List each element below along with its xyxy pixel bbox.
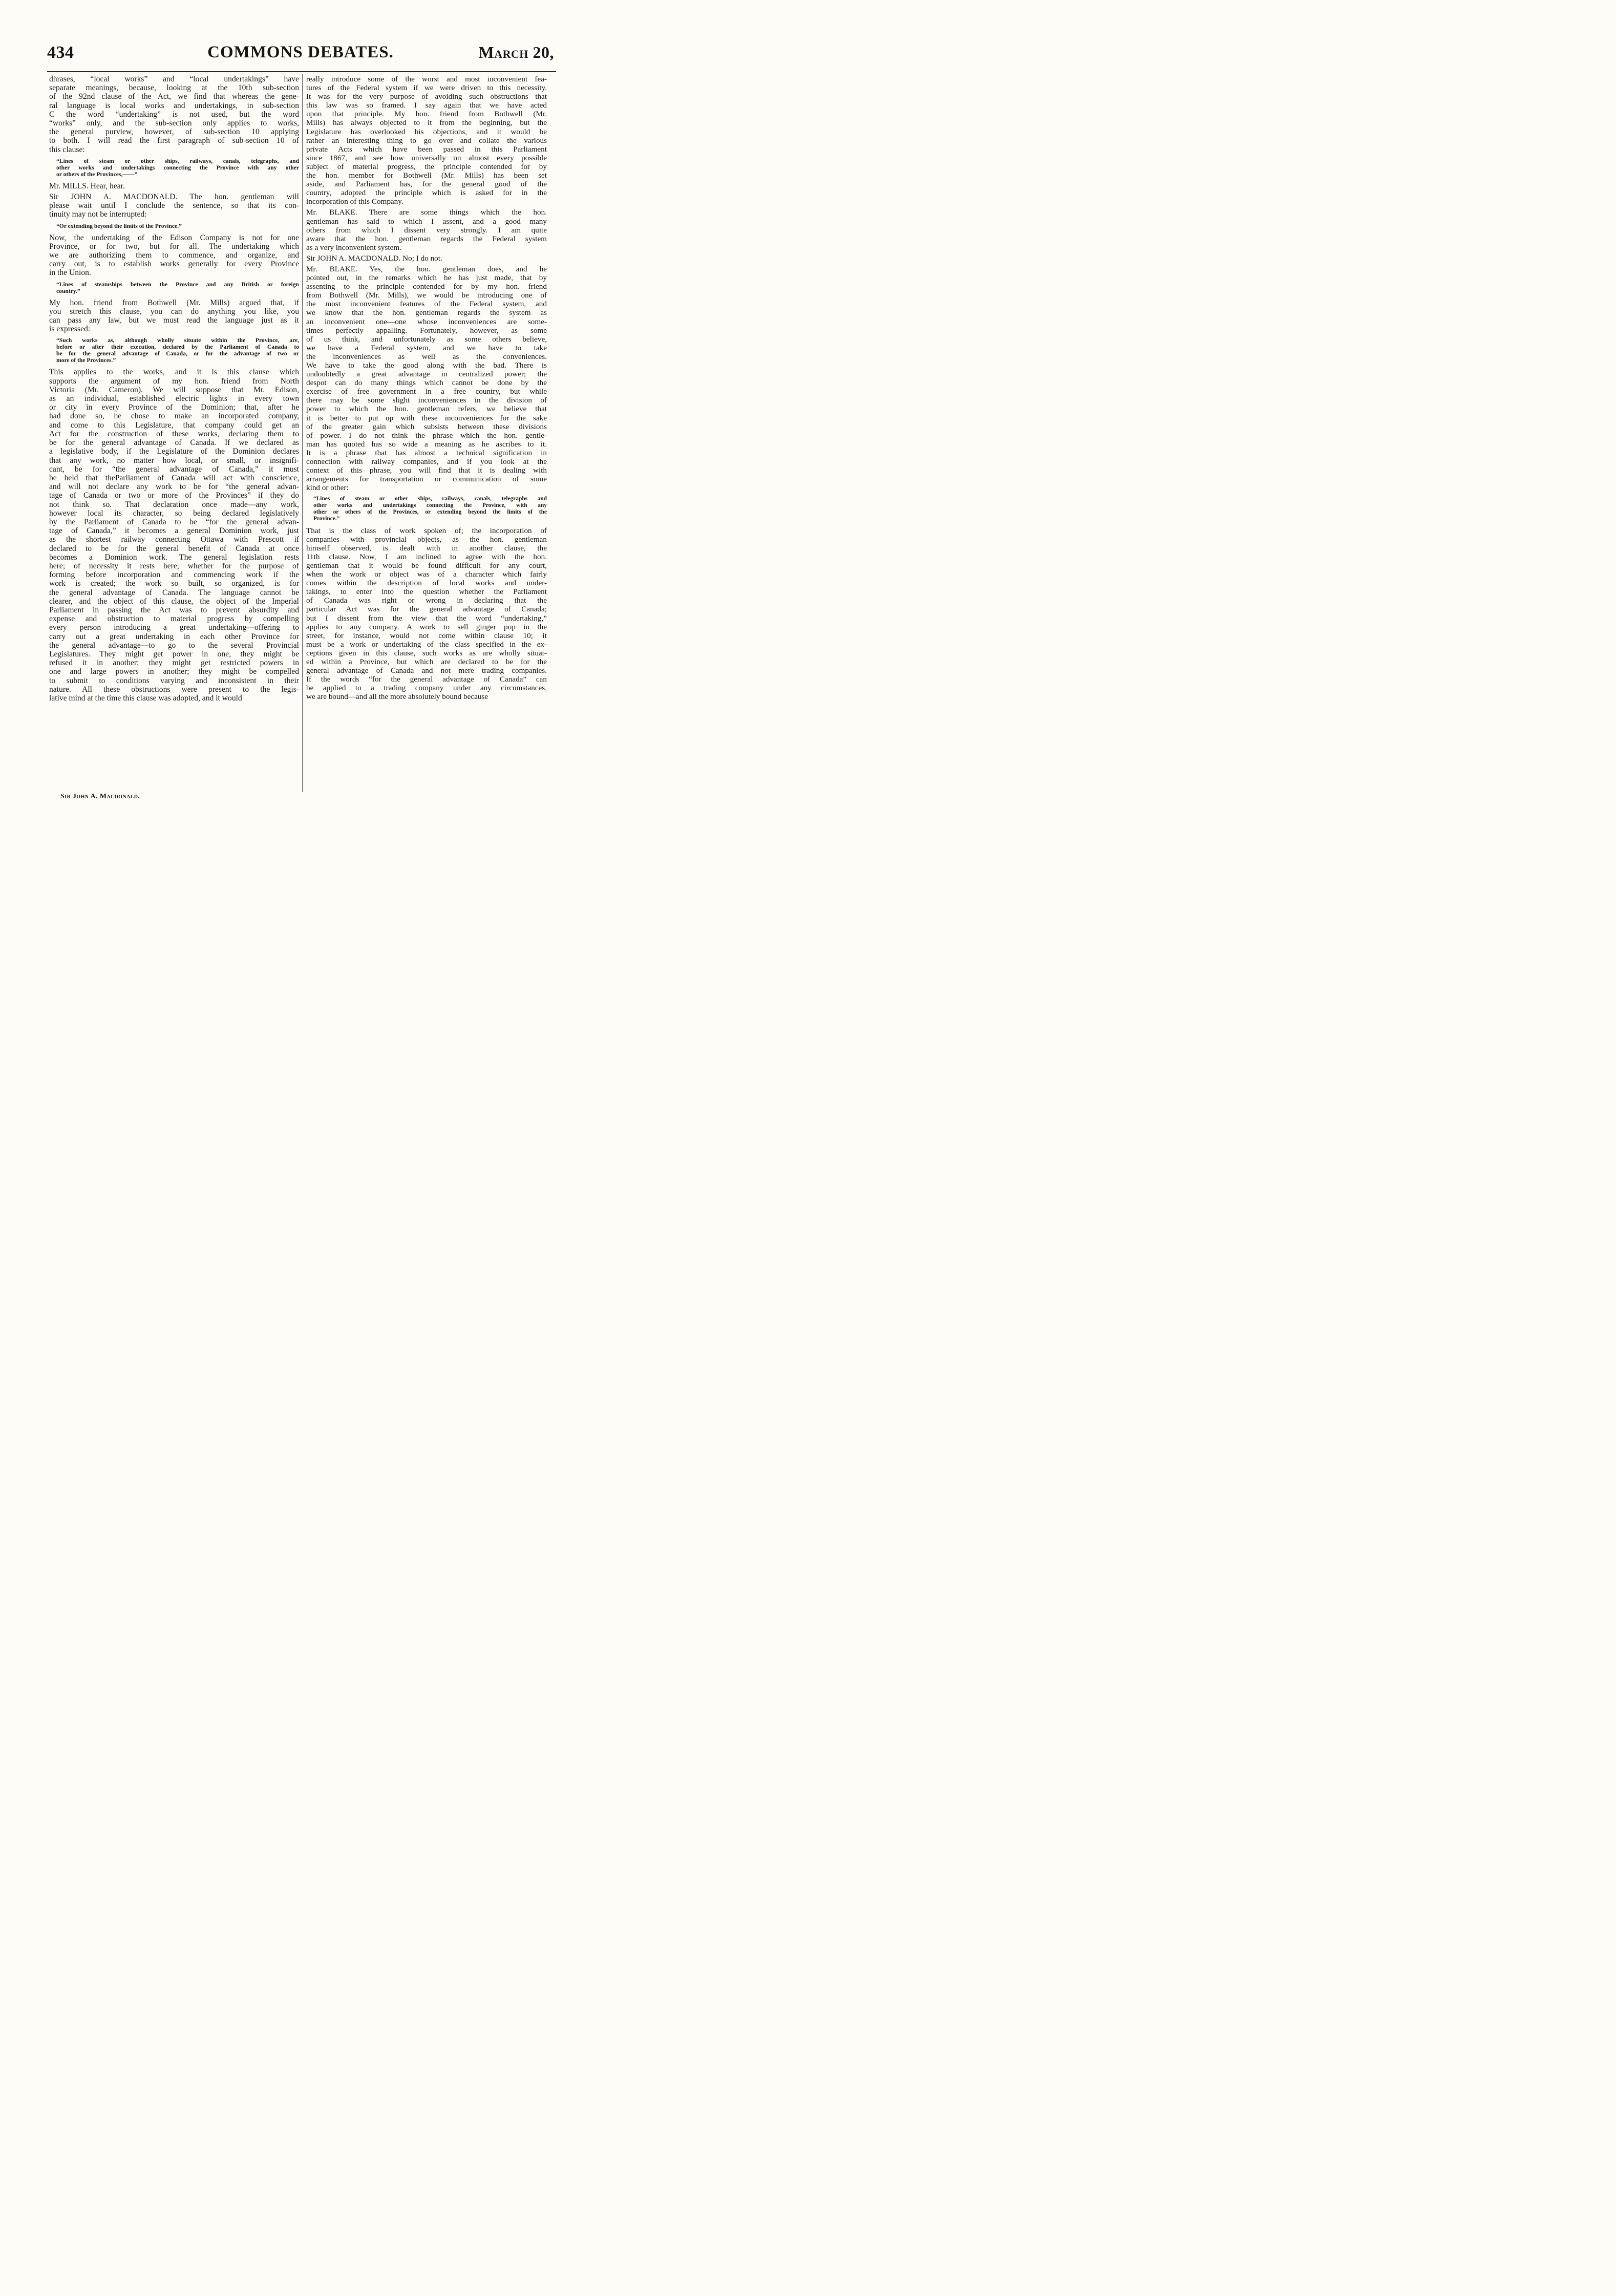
text-line: “Or extending beyond the limits of the Province.” [56, 222, 182, 229]
text-line: power to which the hon. gentleman refers, we believe that [306, 405, 547, 414]
text-line: kind or other: [306, 483, 349, 493]
text-line: tage of Canada or two or more of the Provinces” if they do [49, 491, 299, 500]
text-line: the general purview, however, of sub-section 10 applying [49, 127, 299, 137]
text-line: carry out, is to establish works generally for every Province [49, 260, 299, 269]
document-page [0, 0, 564, 811]
text-line: other or others of the Provinces, or extending beyond the limits of the [313, 509, 547, 515]
text-line: tinuity may not be interrupted: [49, 210, 147, 219]
text-line: country.” [56, 287, 80, 294]
text-line: as a very inconvenient system. [306, 243, 401, 252]
text-line: the hon. member for Bothwell (Mr. Mills) has been set [306, 171, 547, 180]
text-line: when the work or object was of a character which fairly [306, 570, 547, 579]
text-line: more of the Provinces.” [56, 357, 116, 364]
text-line: the general advantage—to go to the several Provincial [49, 641, 299, 650]
text-line: ral language is local works and undertakings, in sub-section [49, 101, 299, 110]
text-line: or city in every Province of the Dominion; that, after he [49, 403, 299, 412]
text-line: “works” only, and the sub-section only applies to works, [49, 119, 299, 128]
text-line: companies with provincial objects, as the hon. gentleman [306, 535, 547, 544]
text-line: we are bound—and all the more absolutely bound because [306, 692, 488, 701]
text-line: clearer, and the object of this clause, the object of the Imperial [49, 597, 299, 606]
text-line: private Acts which have been passed in this Parliament [306, 144, 547, 154]
text-line: we know that the hon. gentleman regards the system as [306, 308, 547, 317]
text-line: undoubtedly a great advantage in centralized power; the [306, 370, 547, 379]
issue-date: March 20, [478, 43, 554, 61]
text-line: as an individual, established electric lights in every town [49, 394, 299, 403]
text-line: this clause: [49, 145, 85, 154]
text-line: had done so, he chose to make an incorporated company, [49, 412, 299, 421]
text-line: country, adopted the principle which is asked for in the [306, 188, 547, 198]
text-line: be for the general advantage of Canada, or for the advantage of two or [56, 350, 299, 357]
text-line: ed within a Province, but which are declared to be for the [306, 657, 547, 666]
text-line: nature. All these obstructions were present to the legis- [49, 685, 299, 694]
text-line: despot can do many things which cannot be done by the [306, 378, 547, 388]
text-line: connection with railway companies, and if you look at the [306, 457, 547, 466]
text-line: Legislatures. They might get power in one, they might be [49, 649, 299, 658]
text-line: since 1867, and see how universally on almost every possible [306, 153, 547, 162]
block-quote [306, 496, 547, 522]
text-line: the inconveniences as well as the conveniences. [306, 352, 547, 361]
text-line: of us think, and unfortunately as some others believe, [306, 334, 547, 344]
text-line: himself observed, is dealt with in another clause, the [306, 543, 547, 552]
text-line: the general advantage of Canada. The language cannot be [49, 588, 299, 597]
speech-blake [306, 265, 547, 492]
column-divider [302, 74, 303, 792]
text-line: but I dissent from the view that the word “undertaking,” [306, 613, 547, 623]
text-line: be for the general advantage of Canada. If we declared as [49, 438, 299, 448]
text-line: “Lines of steam or other ships, railways, canals, telegraphs, and [56, 157, 299, 164]
text-line: pointed out, in the remarks which he has just made, that by [306, 273, 547, 283]
text-line: That is the class of work spoken of; the incorporation of [306, 526, 547, 535]
text-line: rather an interesting thing to go over and collate the various [306, 136, 547, 145]
text-line: really introduce some of the worst and most inconvenient fea- [306, 75, 547, 83]
text-line: man has quoted has so wide a meaning as he ascribes to it. [306, 439, 547, 449]
text-line: you stretch this clause, you can do anything you like, you [49, 307, 299, 316]
text-line: it is better to put up with these inconveniences for the sake [306, 413, 547, 422]
text-line: and come to this Legislature, that company could get an [49, 420, 299, 430]
text-line: It is a phrase that has almost a technical signification in [306, 448, 547, 457]
text-line: forming before incorporation and commencing work if the [49, 570, 299, 580]
text-line: “Lines of steam or other ships, railways, canals, telegraphs and [313, 496, 547, 502]
text-line: 11th clause. Now, I am inclined to agree with the hon. [306, 552, 547, 561]
text-line: Sir JOHN A. MACDONALD. The hon. gentleman will [49, 193, 299, 202]
text-line: there may be some slight inconveniences in the division of [306, 396, 547, 405]
text-line: general advantage of Canada and not mere trading companies. [306, 666, 547, 675]
text-line: Mr. BLAKE. There are some things which the hon. [306, 208, 547, 217]
text-line: and will not declare any work to be for “the general advan- [49, 482, 299, 492]
text-line: It was for the very purpose of avoiding such obstructions that [306, 92, 547, 101]
text-line: cant, be for “the general advantage of Canada,” it must [49, 464, 299, 474]
text-line: arrangements for transportation or communication of some [306, 475, 547, 484]
speech-macdonald [306, 254, 547, 263]
text-line: must be a work or undertaking of the class specified in the ex- [306, 640, 547, 649]
block-quote [49, 281, 299, 294]
text-line: we have a Federal system, and we have to take [306, 343, 547, 352]
text-line: declared to be for the general benefit of Canada at once [49, 544, 299, 553]
text-line: “Such works as, although wholly situate within the Province, are, [56, 337, 299, 344]
text-line: Mr. BLAKE. Yes, the hon. gentleman does, and he [306, 264, 547, 273]
text-line: lative mind at the time this clause was adopted, and it would [49, 693, 242, 703]
block-quote [49, 223, 299, 229]
paragraph [49, 75, 299, 154]
paragraph [49, 299, 299, 334]
text-line: Now, the undertaking of the Edison Company is not for one [49, 233, 299, 242]
text-line: the most inconvenient features of the Federal system, and [306, 300, 547, 309]
text-line: of Canada was right or wrong in declaring that the [306, 596, 547, 605]
text-line: gentleman has said to which I assent, and a good many [306, 217, 547, 226]
text-line: applies to any company. A work to sell ginger pop in the [306, 622, 547, 631]
text-line: be applied to a trading company under any circumstances, [306, 684, 547, 693]
text-line: We have to take the good along with the bad. There is [306, 361, 547, 370]
text-line: that any work, no matter how local, or small, or insignifi- [49, 456, 299, 465]
publication-title: COMMONS DEBATES. [207, 43, 394, 61]
text-line: of the greater gain which subsists between these divisions [306, 422, 547, 431]
text-line: upon that principle. My hon. friend from Bothwell (Mr. [306, 110, 547, 119]
text-line: to both. I will read the first paragraph of sub-section 10 of [49, 136, 299, 145]
text-line: or others of the Provinces,——” [56, 171, 138, 178]
text-line: however local its character, so being declared legislatively [49, 508, 299, 518]
text-line: becomes a Dominion work. The general legislation rests [49, 552, 299, 562]
text-line: this law was so framed. I say again that we have acted [306, 101, 547, 110]
paragraph [306, 75, 547, 206]
text-line: expense and obstruction to material progress by compelling [49, 614, 299, 624]
text-line: times perfectly appalling. Fortunately, however, as some [306, 326, 547, 335]
speech-macdonald [49, 193, 299, 219]
text-line: can pass any law, but we must read the language just as it [49, 316, 299, 325]
paragraph [306, 526, 547, 701]
paragraph [49, 368, 299, 703]
text-line: of the 92nd clause of the Act, we find that whereas the gene- [49, 92, 299, 101]
text-line: be held that theParliament of Canada will act with conscience, [49, 473, 299, 482]
text-line: comes within the description of local works and under- [306, 579, 547, 588]
text-line: others from which I dissent very strongly. I am quite [306, 225, 547, 235]
paragraph [49, 233, 299, 278]
left-column [49, 75, 299, 798]
text-line: Province.” [313, 515, 340, 522]
text-line: from Bothwell (Mr. Mills), we would be introducing one of [306, 291, 547, 300]
text-line: C the word “undertaking” is not used, but the word [49, 110, 299, 119]
running-head [47, 43, 554, 69]
footer-speaker-name: Sir John A. Macdonald. [60, 793, 140, 800]
text-line: assenting to the principle contended for by my hon. friend [306, 282, 547, 291]
text-line: aware that the hon. gentleman regards the Federal system [306, 234, 547, 243]
text-line: particular Act was for the general advantage of Canada; [306, 605, 547, 614]
right-column [306, 75, 547, 793]
text-line: an inconvenient one—one whose inconveniences are some- [306, 317, 547, 326]
text-line: other works and undertakings connecting the Province, with any [313, 502, 547, 509]
text-line: Mr. MILLS. Hear, hear. [49, 181, 125, 190]
text-line: we are authorizing them to commence, and organize, and [49, 251, 299, 260]
speech-mills [49, 182, 299, 190]
text-line: before or after their execution, declared by the Parliament of Canada to [56, 344, 299, 351]
text-line: to submit to conditions varying and inconsistent in their [49, 676, 299, 685]
text-line: is expressed: [49, 325, 91, 334]
text-line: incorporation of this Company. [306, 197, 403, 206]
text-line: tage of Canada,” it becomes a general Dominion work, just [49, 526, 299, 536]
text-line: separate meanings, because, looking at the 10th sub-section [49, 83, 299, 93]
text-line: Act for the construction of these works, declaring them to [49, 429, 299, 438]
text-line: carry out a great undertaking in each other Province for [49, 632, 299, 641]
text-line: by the Parliament of Canada to be “for the general advan- [49, 517, 299, 526]
text-line: Victoria (Mr. Cameron). We will suppose that Mr. Edison, [49, 385, 299, 394]
header-rule [47, 71, 556, 72]
text-line: takings, to enter into the question whether the Parliament [306, 587, 547, 597]
text-line: exercise of free government in a free country, but while [306, 387, 547, 396]
text-line: here; of necessity it rests here, whether for the purpose of [49, 561, 299, 570]
text-line: supports the argument of my hon. friend from North [49, 376, 299, 386]
text-line: every person introducing a great undertaking—offering to [49, 623, 299, 632]
text-line: dhrases, “local works” and “local undertakings” have [49, 75, 299, 83]
text-line: please wait until I conclude the sentence, so that its con- [49, 201, 299, 210]
text-line: not think so. That declaration once made—any work, [49, 500, 299, 509]
text-line: If the words “for the general advantage of Canada” can [306, 675, 547, 684]
text-line: “Lines of steamships between the Province and any British or foreign [56, 281, 299, 288]
text-line: subject of material progress, the principle contended for by [306, 162, 547, 171]
text-line: This applies to the works, and it is this clause which [49, 368, 299, 377]
speech-blake [306, 208, 547, 251]
text-line: ceptions given in this clause, such works as are wholly situat- [306, 648, 547, 657]
text-line: tures of the Federal system if we were driven to this necessity. [306, 83, 547, 93]
block-quote [49, 158, 299, 178]
text-line: other works and undertakings connecting the Province with any other [56, 164, 299, 171]
text-line: Province, or for two, but for all. The undertaking which [49, 242, 299, 251]
page-number: 434 [47, 43, 74, 62]
text-line: Parliament in passing the Act was to prevent absurdity and [49, 605, 299, 614]
text-line: aside, and Parliament has, for the general good of the [306, 180, 547, 189]
text-line: street, for instance, would not come within clause 10; it [306, 631, 547, 640]
text-line: refused it in another; they might get restricted powers in [49, 658, 299, 668]
text-line: context of this phrase, you will find that it is dealing with [306, 466, 547, 475]
text-line: gentleman that it would be found difficult for any court, [306, 561, 547, 570]
text-line: Legislature has overlooked his objections, and it would be [306, 127, 547, 136]
text-line: one and large powers in another; they might be compelled [49, 667, 299, 676]
text-line: a legislative body, if the Legislature of the Dominion declares [49, 447, 299, 456]
text-line: Mills) has always objected to it from the beginning, but the [306, 118, 547, 127]
text-line: My hon. friend from Bothwell (Mr. Mills) argued that, if [49, 298, 299, 307]
text-line: in the Union. [49, 268, 91, 278]
block-quote [49, 337, 299, 364]
text-line: Sir JOHN A. MACDONALD. No; I do not. [306, 253, 442, 263]
text-line: as the shortest railway connecting Ottawa with Prescott if [49, 535, 299, 544]
text-line: work is created; the work so built, so organized, is for [49, 579, 299, 588]
text-line: of power. I do not think the phrase which the hon. gentle- [306, 431, 547, 440]
